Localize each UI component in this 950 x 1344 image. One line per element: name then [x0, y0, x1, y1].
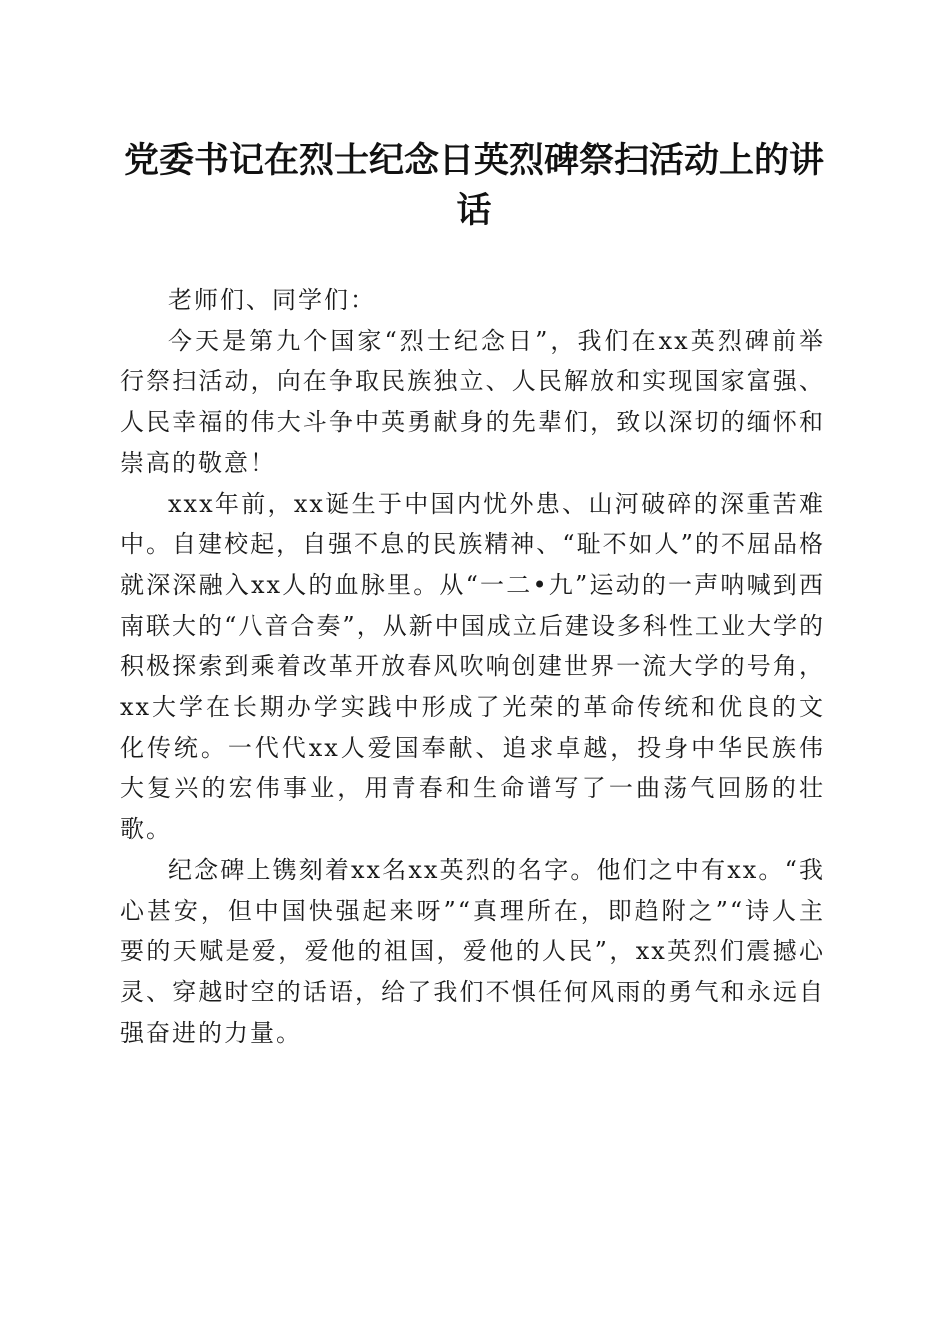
paragraph-3: 纪念碑上镌刻着xx名xx英烈的名字。他们之中有xx。“我心甚安，但中国快强起来呀”“真理所在，即趋附之”“诗人主要的天赋是爱，爱他的祖国，爱他的人民”，xx英烈们震撼心灵、穿越时空的话语，给了我们不惧任何风雨的勇气和永远自强奋进的力量。 — [120, 855, 825, 1047]
paragraph-1: 今天是第九个国家“烈士纪念日”，我们在xx英烈碑前举行祭扫活动，向在争取民族独立、人民解放和实现国家富强、人民幸福的伟大斗争中英勇献身的先辈们，致以深切的缅怀和崇高的敬意！ — [120, 326, 825, 477]
paragraph-2: xxx年前，xx诞生于中国内忧外患、山河破碎的深重苦难中。自建校起，自强不息的民族精神、“耻不如人”的不屈品格就深深融入xx人的血脉里。从“一二•九”运动的一声呐喊到西南联大的“八音合奏”，从新中国成立后建设多科性工业大学的积极探索到乘着改革开放春风吹响创建世界一流大学的号角，xx大学在长期办学实践中形成了光荣的革命传统和优良的文化传统。一代代xx人爱国奉献、追求卓越，投身中华民族伟大复兴的宏伟事业，用青春和生命谱写了一曲荡气回肠的壮歌。 — [120, 489, 825, 844]
document-title: 党委书记在烈士纪念日英烈碑祭扫活动上的讲话 — [123, 140, 824, 231]
document-body — [120, 280, 825, 1053]
salutation: 老师们、同学们： — [168, 286, 376, 314]
